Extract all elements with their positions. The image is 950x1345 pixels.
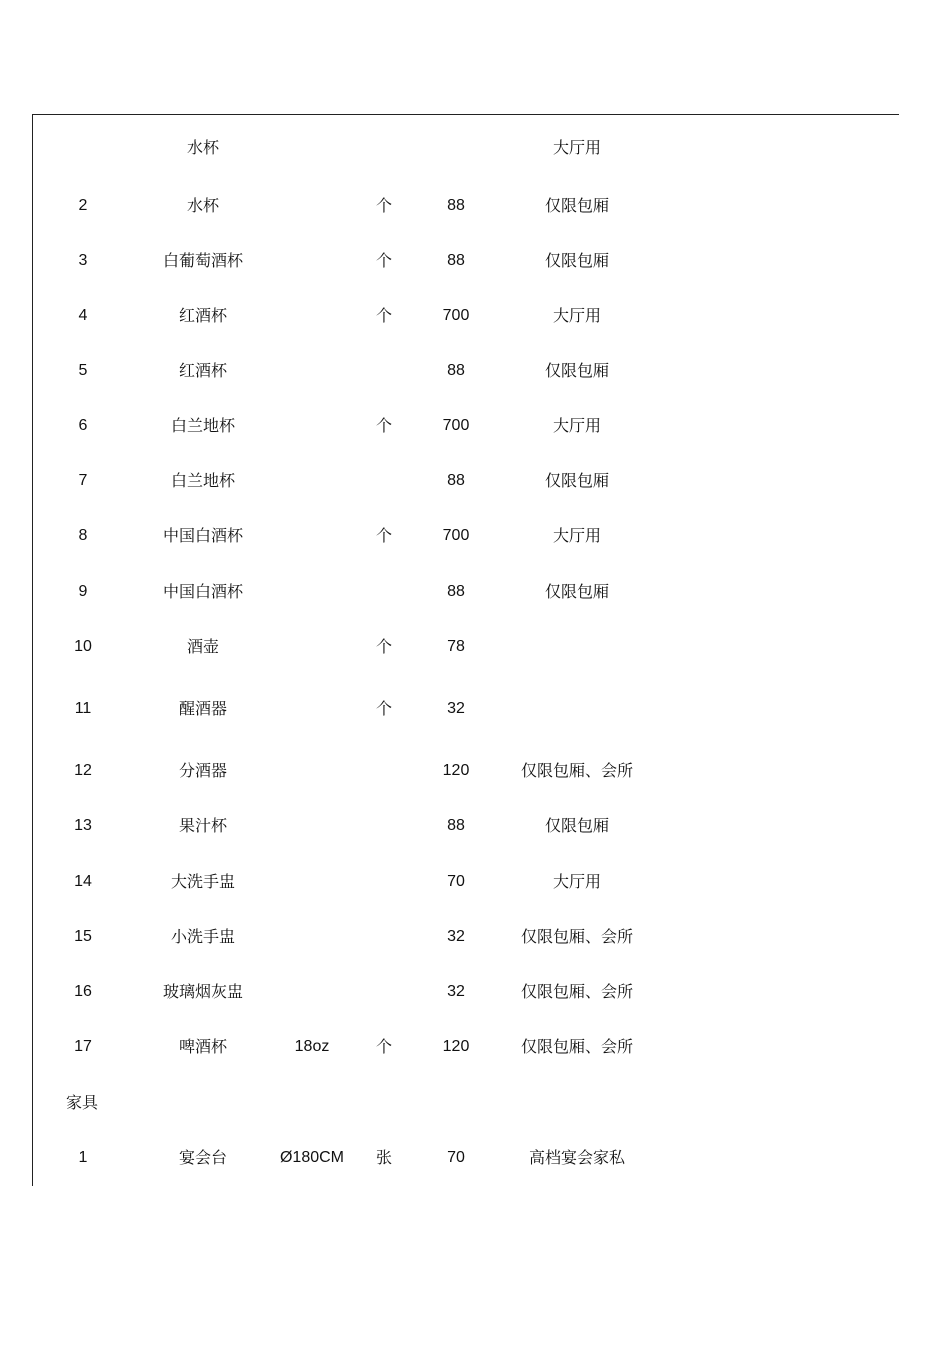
table-row [0,870,950,894]
item-spec [262,194,362,218]
item-note: 仅限包厢 [544,816,609,835]
item-spec [262,814,362,838]
item-note: 高档宴会家私 [528,1148,625,1167]
item-spec [262,249,362,273]
item-name: 小洗手盅 [170,927,235,946]
table-row [0,759,950,783]
item-note: 仅限包厢、会所 [520,761,633,780]
item-spec [262,635,362,659]
item-spec [262,870,362,894]
table-row [0,697,950,721]
item-quantity: 78 [447,638,465,655]
item-name: 白葡萄酒杯 [162,251,243,270]
item-unit: 个 [375,1037,392,1056]
table-row [0,814,950,838]
section-heading-furniture: 家具 [66,1093,99,1112]
item-unit [364,136,404,160]
item-quantity: 700 [442,417,470,434]
item-spec: Ø180CM [279,1149,345,1166]
item-name: 玻璃烟灰盅 [162,982,243,1001]
item-unit: 个 [375,251,392,270]
table-row [0,414,950,438]
item-name: 白兰地杯 [170,471,235,490]
table-row [0,249,950,273]
item-note: 仅限包厢、会所 [520,982,633,1001]
item-spec [262,304,362,328]
item-unit [364,759,404,783]
item-note: 仅限包厢 [544,196,609,215]
item-quantity: 88 [447,817,465,834]
item-name: 白兰地杯 [170,416,235,435]
item-spec [262,414,362,438]
item-note: 大厅用 [552,306,601,325]
item-quantity: 70 [447,873,465,890]
row-index: 8 [78,527,88,544]
item-quantity: 88 [447,197,465,214]
row-index: 6 [78,417,88,434]
row-index: 14 [74,873,92,890]
item-name: 水杯 [186,138,219,157]
row-index [53,136,113,160]
item-name: 宴会台 [178,1148,227,1167]
item-name: 分酒器 [178,761,227,780]
table-row [0,359,950,383]
item-name: 大洗手盅 [170,872,235,891]
item-quantity: 88 [447,583,465,600]
row-index: 1 [78,1149,88,1166]
item-note: 仅限包厢 [544,361,609,380]
item-unit: 个 [375,306,392,325]
row-index: 5 [78,362,88,379]
item-quantity: 88 [447,252,465,269]
item-note [497,697,657,721]
row-index: 10 [74,638,92,655]
item-unit [364,980,404,1004]
item-unit: 张 [375,1148,392,1167]
item-unit: 个 [375,699,392,718]
item-quantity: 88 [447,472,465,489]
row-index: 17 [74,1038,92,1055]
item-note: 大厅用 [552,872,601,891]
table-row [0,1035,950,1059]
item-name: 中国白酒杯 [162,526,243,545]
item-name: 中国白酒杯 [162,582,243,601]
item-note [497,635,657,659]
item-quantity: 700 [442,307,470,324]
item-quantity: 32 [447,700,465,717]
table-row [0,580,950,604]
item-unit: 个 [375,526,392,545]
item-unit: 个 [375,416,392,435]
item-note: 仅限包厢 [544,251,609,270]
item-spec [262,759,362,783]
table-row [0,524,950,548]
item-quantity: 88 [447,362,465,379]
item-spec [262,697,362,721]
item-unit [364,359,404,383]
row-index: 13 [74,817,92,834]
item-spec [262,524,362,548]
item-note: 仅限包厢 [544,582,609,601]
item-name: 果汁杯 [178,816,227,835]
table-row [0,304,950,328]
item-unit [364,580,404,604]
item-unit: 个 [375,637,392,656]
item-spec [262,925,362,949]
item-quantity [421,136,491,160]
row-index: 16 [74,983,92,1000]
item-unit [364,469,404,493]
item-name: 红酒杯 [178,361,227,380]
item-note: 大厅用 [552,416,601,435]
item-note: 大厅用 [552,138,601,157]
item-spec: 18oz [294,1038,330,1055]
item-name: 酒壶 [186,637,219,656]
item-unit [364,814,404,838]
table-row [0,635,950,659]
item-quantity: 700 [442,527,470,544]
table-row [0,925,950,949]
item-quantity: 32 [447,983,465,1000]
row-index: 4 [78,307,88,324]
item-spec [262,359,362,383]
item-spec [262,980,362,1004]
item-unit [364,925,404,949]
item-quantity: 120 [442,762,470,779]
item-unit: 个 [375,196,392,215]
item-name: 红酒杯 [178,306,227,325]
item-note: 仅限包厢 [544,471,609,490]
item-quantity: 120 [442,1038,470,1055]
table-row [0,469,950,493]
row-index: 3 [78,252,88,269]
item-note: 仅限包厢、会所 [520,1037,633,1056]
table-row [0,1146,950,1170]
item-spec [262,580,362,604]
item-spec [262,469,362,493]
row-index: 12 [74,762,92,779]
item-name: 啤酒杯 [178,1037,227,1056]
item-note: 仅限包厢、会所 [520,927,633,946]
item-spec [262,136,362,160]
item-quantity: 32 [447,928,465,945]
row-index: 9 [78,583,88,600]
row-index: 2 [78,197,88,214]
table-row [0,980,950,1004]
item-note: 大厅用 [552,526,601,545]
item-unit [364,870,404,894]
row-index: 11 [74,700,92,717]
table-row [0,194,950,218]
row-index: 15 [74,928,92,945]
row-index: 7 [78,472,88,489]
item-name: 水杯 [186,196,219,215]
item-name: 醒酒器 [178,699,227,718]
table-row [0,136,950,160]
item-quantity: 70 [447,1149,465,1166]
